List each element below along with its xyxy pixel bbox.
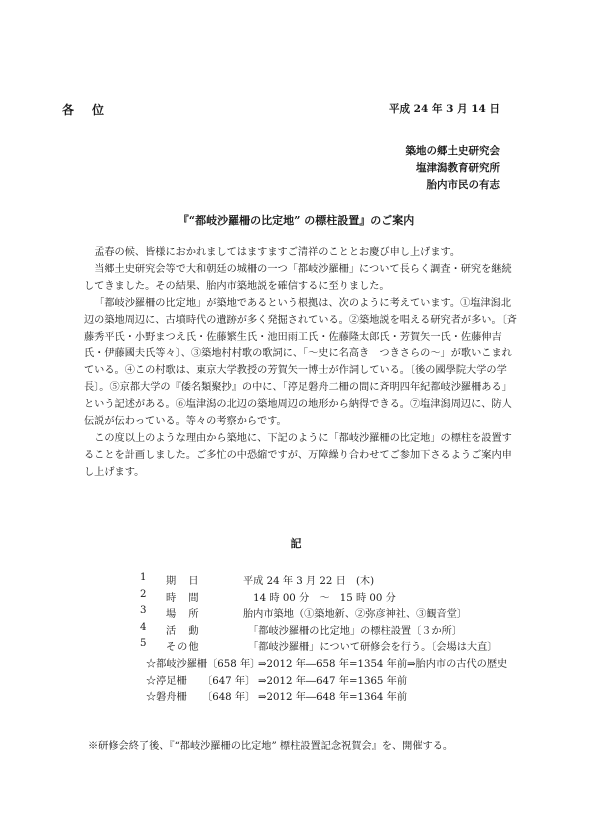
- detail-label: 時 間: [166, 592, 200, 604]
- detail-value: 「都岐沙羅柵の比定地」の標柱設置〔３か所〕: [243, 625, 463, 637]
- body-text: [84, 245, 520, 482]
- star-value: ⇒2012 年―647 年=1365 年前: [258, 675, 408, 687]
- detail-number: 4: [140, 621, 147, 633]
- detail-value: 平成 24 年 3 月 22 日 (木): [243, 576, 375, 587]
- detail-value: 「都岐沙羅柵」について研修会を行う。〔会場は大直〕: [243, 642, 498, 654]
- star-value: ⇒2012 年―648 年=1364 年前: [258, 692, 408, 704]
- detail-value: 胎内市築地（①築地新、②弥彦神社、③観音堂〕: [243, 609, 468, 621]
- addressee: 各 位: [62, 103, 108, 117]
- detail-number: 5: [140, 638, 147, 650]
- star-label: ☆渟足柵 〔647 年〕: [146, 675, 256, 687]
- document-title: 『“都岐沙羅柵の比定地” の標柱設置』のご案内: [177, 214, 415, 227]
- star-label: ☆磐舟柵 〔648 年〕: [146, 692, 256, 704]
- detail-label: 期 日: [166, 576, 200, 587]
- detail-label: 場 所: [166, 609, 200, 621]
- detail-number: 2: [140, 588, 147, 600]
- detail-number: 3: [140, 605, 147, 617]
- date: 平成 24 年 3 月 14 日: [389, 103, 500, 115]
- sender-2: 塩津潟教育研究所: [416, 162, 500, 174]
- paragraph-invitation: この度以上のような理由から築地に、下記のように「都岐沙羅柵の比定地」の標柱を設置することを計画しました。ご多忙の中恐縮ですが、万障繰り合わせてご参加下さるようご案内申し上げます。: [84, 432, 512, 478]
- detail-label: その他: [166, 642, 200, 654]
- paragraph-greeting: 孟春の候、皆様におかれましてはますますご清祥のこととお慶び申し上げます。: [94, 247, 461, 258]
- footer-note: ※研修会終了後、『“都岐沙羅柵の比定地” 標柱設置記念祝賀会』を、開催する。: [88, 741, 454, 752]
- sender-1: 築地の郷土史研究会: [405, 145, 500, 157]
- star-value: ⇒2012 年―658 年=1354 年前⇒胎内市の古代の歴史: [258, 658, 508, 670]
- star-label: ☆都岐沙羅柵〔658 年〕: [146, 658, 261, 670]
- ki-heading: 記: [290, 537, 302, 550]
- paragraph-reasons: 「都岐沙羅柵の比定地」が築地であるという根拠は、次のように考えています。①塩津潟北辺の築地周辺に、古墳時代の遺跡が多く発掘されている。②築地説を唱える研究者が多い。〔斉藤秀平氏・小野まつえ氏・佐藤繁生氏・池田雨工氏・佐藤隆太郎氏・芳賀矢一氏・佐藤伸吉氏・伊藤國夫氏等々〕、③築地村村歌の歌詞に、「～史に名高き つきさらの～」が歌いこまれている。④この村歌は、東京大学教授の芳賀矢一博士が作詞している。〔後の國學院大学の学長〕。⑤京都大学の『倭名類聚抄』の中に、「渟足磐舟二柵の間に斉明四年紀都岐沙羅柵ある」という記述がある。⑥塩津潟の北辺の築地周辺の地形から納得できる。⑦塩津潟周辺に、防人伝説が伝わっている。等々の考察からです。: [84, 297, 517, 428]
- sender-3: 胎内市民の有志: [426, 179, 500, 191]
- detail-number: 1: [140, 572, 147, 583]
- paragraph-intro: 当郷土史研究会等で大和朝廷の城柵の一つ「都岐沙羅柵」について長らく調査・研究を継続してきました。その結果、胎内市築地説を確信するに至りました。: [84, 263, 512, 292]
- detail-value: 14 時 00 分 ～ 15 時 00 分: [243, 592, 396, 604]
- detail-label: 活 動: [166, 625, 200, 637]
